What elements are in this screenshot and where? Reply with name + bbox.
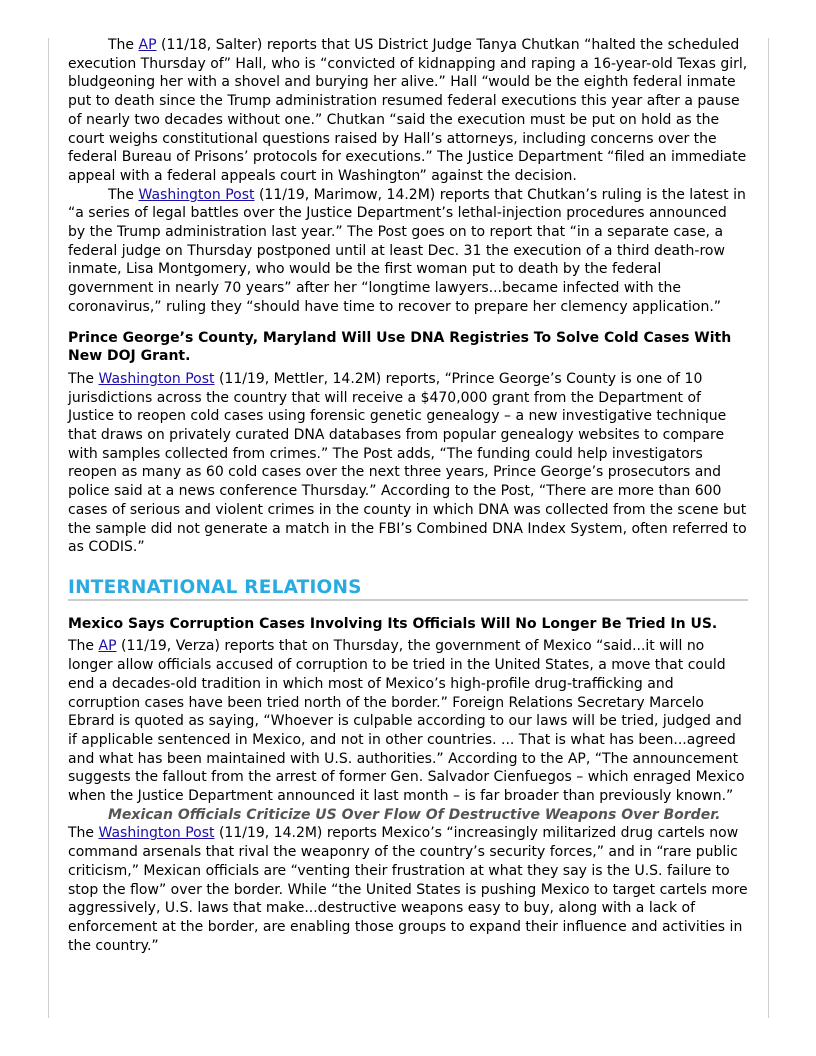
paragraph-text: (11/19, Verza) reports that on Thursday, the government of Mexico “said...it will no longer allow officials accused of corruption to be tried in the United States, a move that could end a decades-old tradition in which most of Mexico’s high-profile drug-trafficking and corruption cases have been tried north of the border.” Foreign Relations Secretary Marcelo Ebrard is quoted as saying, “Whoever is culpable according to our laws will be tried, judged and if applicable sentenced in Mexico, and not in other countries. ... That is what has been...agreed and what has been maintained with U.S. authorities.” According to the AP, “The announcement suggests the fallout from the arrest of former Gen. Salvador Cienfuegos – which enraged Mexico when the Justice Department announced it last month – is far broader than previously known.” xyxy=(68,638,745,805)
paragraph-dna-grant xyxy=(68,370,748,557)
source-link-ap[interactable]: AP xyxy=(98,638,117,655)
source-link-ap[interactable]: AP xyxy=(138,37,157,53)
paragraph-text: (11/19, Mettler, 14.2M) reports, “Prince George’s County is one of 10 jurisdictions across the country that will receive a $470,000 grant from the Department of Justice to reopen cold cases using forensic genetic genealogy – a new investigative technique that draws on privately curated DNA databases from popular genealogy websites to compare with samples collected from crimes.” The Post adds, “The funding could help investigators reopen as many as 60 cold cases over the next three years, Prince George’s prosecutors and police said at a news conference Thursday.” According to the Post, “There are more than 600 cases of serious and violent crimes in the county in which DNA was collected from the scene but the sample did not generate a match in the FBI’s Combined DNA Index System, often referred to as CODIS.” xyxy=(68,370,747,556)
source-link-washington-post[interactable]: Washington Post xyxy=(98,370,215,387)
story-subheadline-weapons-border: Mexican Officials Criticize US Over Flow Of Destructive Weapons Over Border. xyxy=(108,806,721,823)
paragraph-text: The xyxy=(108,186,139,203)
document-body xyxy=(68,36,748,955)
paragraph-text: The xyxy=(108,37,139,53)
story-headline-dna-registries: Prince George’s County, Maryland Will Use DNA Registries To Solve Cold Cases With New DOJ Grant. xyxy=(68,329,732,365)
right-page-rule xyxy=(768,38,769,1018)
paragraph-text: (11/19, Marimow, 14.2M) reports that Chutkan’s ruling is the latest in “a series of legal battles over the Justice Department’s lethal-injection procedures announced by the Trump administration last year.” The Post goes on to report that “in a separate case, a federal judge on Thursday postponed until at least Dec. 31 the execution of a third death-row inmate, Lisa Montgomery, who would be the first woman put to death by the federal government in nearly 70 years” after her “longtime lawyers...became infected with the coronavirus,” ruling they “should have time to recover to prepare her clemency application.” xyxy=(68,186,746,315)
paragraph-text: The xyxy=(68,825,99,842)
left-page-rule xyxy=(48,38,49,1018)
paragraph-weapons-border xyxy=(68,824,748,955)
story-headline-mexico-corruption: Mexico Says Corruption Cases Involving Its Officials Will No Longer Be Tried In US. xyxy=(68,615,718,632)
paragraph-mexico-corruption xyxy=(68,637,748,805)
paragraph-hall-execution xyxy=(68,36,748,186)
paragraph-text: The xyxy=(68,638,99,655)
source-link-washington-post[interactable]: Washington Post xyxy=(138,186,255,203)
paragraph-text: (11/19, 14.2M) reports Mexico’s “increasingly militarized drug cartels now command arsenals that rival the weaponry of the country’s security forces,” and in “rare public criticism,” Mexican officials are “venting their frustration at what they say is the U.S. failure to stop the flow” over the border. While “the United States is pushing Mexico to target cartels more aggressively, U.S. laws that make...destructive weapons easy to buy, along with a lack of enforcement at the border, are enabling those groups to expand their influence and activities in the country.” xyxy=(68,825,748,954)
paragraph-lethal-injection xyxy=(68,186,748,317)
source-link-washington-post[interactable]: Washington Post xyxy=(98,825,215,842)
paragraph-text: The xyxy=(68,370,99,387)
section-heading-international-relations: INTERNATIONAL RELATIONS xyxy=(68,579,748,601)
paragraph-text: (11/18, Salter) reports that US District Judge Tanya Chutkan “halted the scheduled execution Thursday of” Hall, who is “convicted of kidnapping and raping a 16-year-old Texas girl, bludgeoning her with a shovel and burying her alive.” Hall “would be the eighth federal inmate put to death since the Trump administration resumed federal executions this year after a pause of nearly two decades without one.” Chutkan “said the execution must be put on hold as the court weighs constitutional questions raised by Hall’s attorneys, including concerns over the federal Bureau of Prisons’ protocols for executions.” The Justice Department “filed an immediate appeal with a federal appeals court in Washington” against the decision. xyxy=(68,37,748,184)
